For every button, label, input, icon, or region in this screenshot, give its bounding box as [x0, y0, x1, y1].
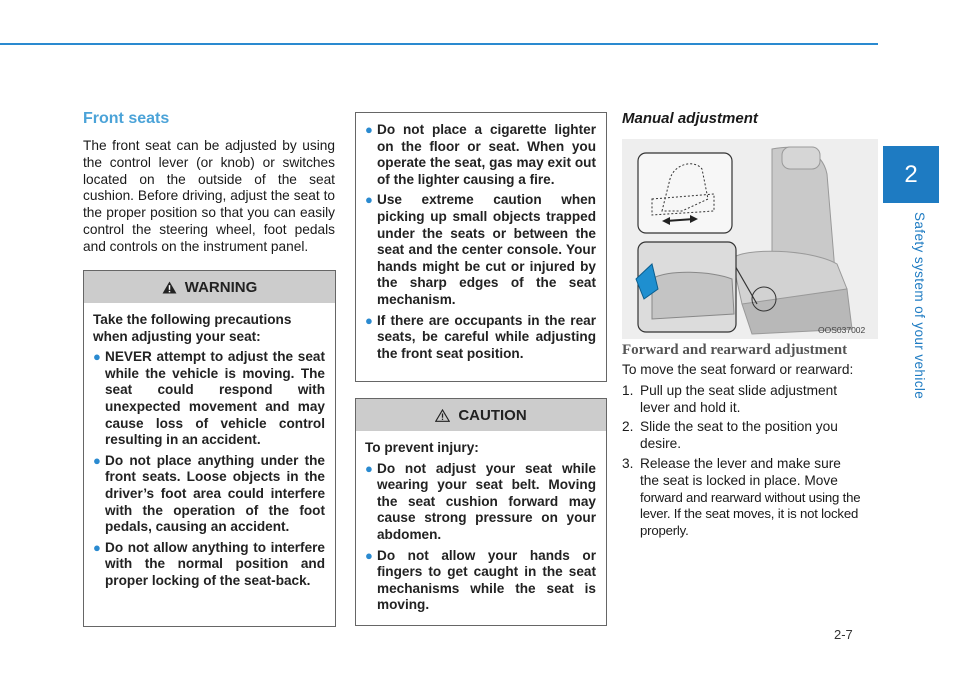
caution-box — [355, 398, 607, 626]
warning-triangle-icon — [162, 281, 177, 294]
warning-box — [83, 270, 336, 627]
manual-adjustment-section — [622, 110, 878, 127]
seat-drawing — [622, 139, 878, 339]
list-item: 3. Release the lever and make sure the seat is locked in place. Move forward and rearward without using the lever. If the seat moves, it is not locked properly. — [622, 455, 861, 539]
warning-title: WARNING — [184, 278, 258, 296]
list-item: 2. Slide the seat to the position you desire. — [622, 419, 838, 452]
list-item: ● NEVER attempt to adjust the seat while the vehicle is moving. The seat could respond with unexpected movement and may cause loss of vehicle control resulting in an accident. — [93, 349, 325, 448]
list-item: ● Do not place anything under the front seats. Loose objects in the driver’s foot area could interfere with the operation of the foot pedals, causing an accident. — [93, 452, 325, 535]
section-body: The front seat can be adjusted by using the control lever (or knob) or switches located on the outside of the seat cushion. Before driving, adjust the seat to the proper position so that you can easily control the steering wheel, foot pedals and controls on the instrument panel. — [83, 138, 335, 254]
seat-illustration — [622, 139, 878, 339]
list-item: 1. Pull up the seat slide adjustment lever and hold it. — [622, 382, 838, 415]
caution-title: CAUTION — [458, 406, 527, 424]
chapter-title: Safety system of your vehicle — [912, 212, 927, 400]
bullet-icon: ● — [93, 349, 101, 365]
bullet-icon: ● — [365, 547, 373, 563]
chapter-number: 2 — [883, 146, 939, 203]
steps-intro: To move the seat forward or rearward: — [622, 362, 854, 377]
list-item: ● Use extreme caution when picking up small objects trapped under the seats or between the seat and the center console. Your hands might be cut or injured by the sharp edges of the seat mechanism. — [365, 192, 596, 307]
adjustment-steps — [622, 362, 878, 543]
figure-code: OOS037002 — [818, 325, 866, 335]
warning-intro: Take the following precautions when adjusting your seat: — [93, 312, 292, 344]
caution-header — [356, 399, 606, 431]
bullet-icon: ● — [93, 539, 101, 555]
manual-adjustment-title: Manual adjustment — [622, 110, 758, 127]
forward-rearward-title: Forward and rearward adjustment — [622, 342, 848, 358]
bullet-icon: ● — [365, 192, 373, 208]
section-title: Front seats — [83, 110, 170, 127]
warning-body — [84, 303, 335, 590]
front-seats-section — [83, 110, 335, 256]
caution-body — [356, 431, 606, 614]
bullet-icon: ● — [365, 312, 373, 328]
chapter-title-vertical — [911, 212, 927, 422]
header-rule — [0, 43, 878, 45]
list-item: ● Do not place a cigarette lighter on the floor or seat. When you operate the seat, gas may exit out of the lighter causing a fire. — [365, 122, 596, 187]
list-item: ● Do not allow anything to interfere with the normal position and proper locking of the seat-back. — [93, 539, 325, 588]
warning-continued-box — [355, 112, 607, 382]
chapter-tab — [883, 0, 960, 689]
bullet-icon: ● — [365, 460, 373, 476]
page-number: 2-7 — [834, 627, 853, 642]
list-item: ● If there are occupants in the rear seats, be careful while adjusting the front seat position. — [365, 312, 596, 361]
caution-intro: To prevent injury: — [365, 440, 479, 455]
list-item: ● Do not adjust your seat while wearing your seat belt. Moving the seat cushion forward may cause strong pressure on your abdomen. — [365, 460, 596, 542]
bullet-icon: ● — [365, 122, 373, 137]
list-item: ● Do not allow your hands or fingers to get caught in the seat mechanisms while the seat is moving. — [365, 547, 596, 613]
bullet-icon: ● — [93, 452, 101, 468]
caution-triangle-icon — [435, 409, 450, 422]
warning-header — [84, 271, 335, 303]
warning-continued-body — [356, 113, 606, 362]
